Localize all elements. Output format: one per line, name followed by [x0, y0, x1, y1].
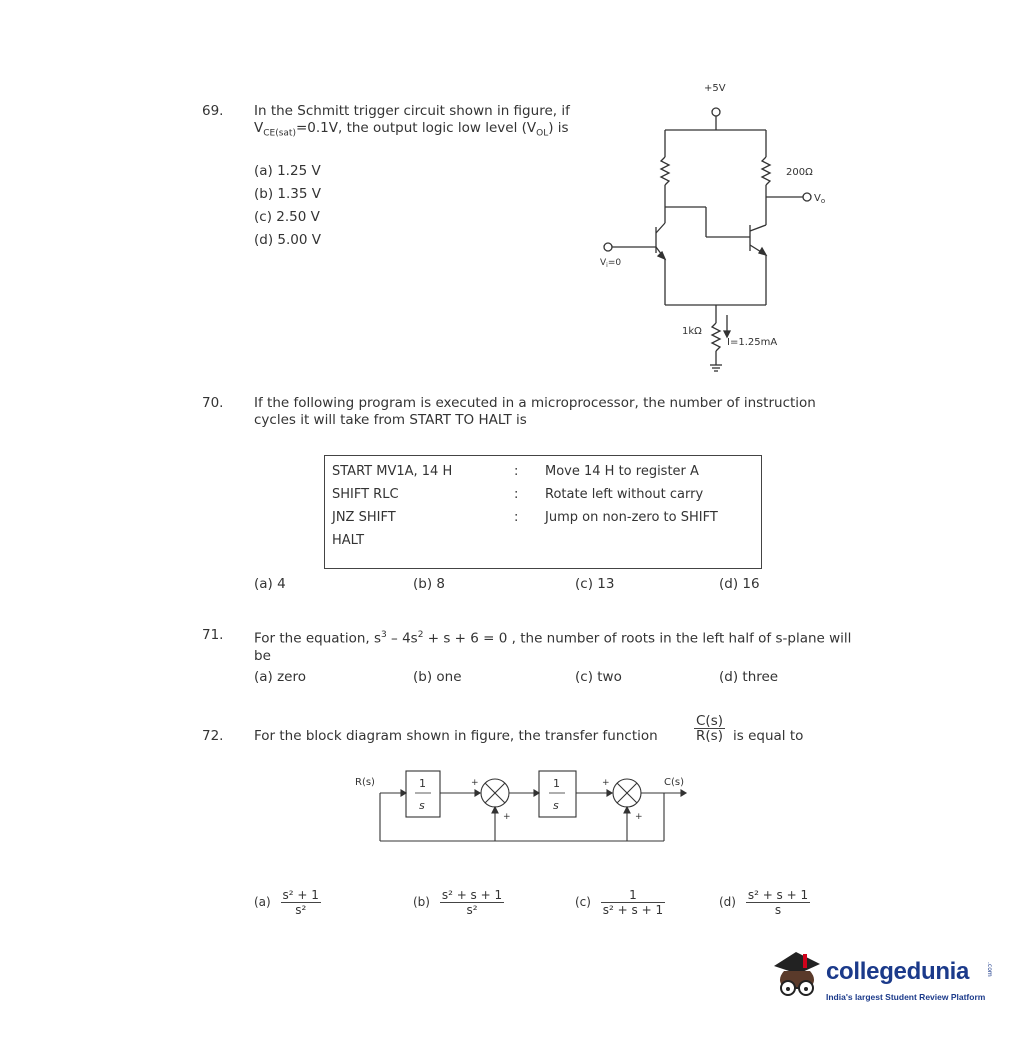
question-text: If the following program is executed in a microprocessor, the number of instruction cycles it will take from START TO HALT is: [254, 395, 816, 428]
collector-resistor-label: 200Ω: [786, 167, 813, 178]
option-b: (b) 1.35 V: [254, 186, 321, 202]
question-number: 69.: [202, 103, 224, 119]
option-d: (d) $\frac{\text{s² + s + 1}}{s}$: [719, 888, 809, 917]
option-c: (c) two: [575, 669, 622, 685]
student-mascot-icon: [766, 944, 826, 1008]
supply-label: +5V: [704, 83, 726, 94]
current-label: I=1.25mA: [727, 337, 778, 348]
program-separator: :: [514, 510, 519, 525]
option-d: (d) 5.00 V: [254, 232, 321, 248]
summer-2-plus-bottom: +: [635, 812, 643, 822]
emitter-resistor-label: 1kΩ: [682, 326, 702, 337]
option-c: (c) 2.50 V: [254, 209, 320, 225]
question-number: 72.: [202, 728, 224, 744]
block-2-denominator: s: [553, 799, 559, 812]
output-label: $V_o$: [814, 193, 826, 205]
logo-tagline: India's largest Student Review Platform: [826, 992, 986, 1002]
question-number: 71.: [202, 627, 224, 643]
option-d: (d) 16: [719, 576, 760, 592]
question-number: 70.: [202, 395, 224, 411]
logo-wordmark: collegedunia: [826, 958, 970, 985]
summer-2-plus-top: +: [602, 778, 610, 788]
question-text: In the Schmitt trigger circuit shown in figure, if $V_{CE(sat)}=0.1V$, the output logic low level $(V_{OL})$ is: [254, 103, 570, 139]
option-b: (b) one: [413, 669, 462, 685]
question-text: For the equation, $s^3 - 4s^2 + s + 6 = 0$ , the number of roots in the left half of s-plane will be: [254, 630, 852, 664]
program-comment: Move 14 H to register A: [545, 464, 699, 479]
program-instruction: START MV1A, 14 H: [332, 464, 453, 479]
block-2-numerator: 1: [553, 777, 560, 790]
option-a: (a) zero: [254, 669, 307, 685]
block-1-numerator: 1: [419, 777, 426, 790]
output-label: C(s): [664, 777, 684, 788]
program-instruction: JNZ SHIFT: [332, 510, 396, 525]
program-separator: :: [514, 487, 519, 502]
transfer-function-fraction: $\frac{C(s)}{R(s)}$: [696, 713, 723, 744]
program-separator: :: [514, 464, 519, 479]
program-instruction: HALT: [332, 533, 365, 548]
option-c: (c) $\frac{1}{\text{s² + s + 1}}$: [575, 888, 664, 917]
question-text-end: is equal to: [733, 728, 804, 744]
collegedunia-logo: [766, 944, 1006, 1014]
option-b: (b) 8: [413, 576, 445, 592]
program-instruction: SHIFT RLC: [332, 487, 399, 502]
option-b: (b) $\frac{\text{s² + s + 1}}{\text{s²}}$: [413, 888, 503, 917]
option-d: (d) three: [719, 669, 779, 685]
summer-1-plus-bottom: +: [503, 812, 511, 822]
question-text: For the block diagram shown in figure, the transfer function: [254, 728, 658, 744]
schmitt-trigger-circuit: [590, 75, 850, 385]
option-a: (a) $\frac{\text{s² + 1}}{\text{s²}}$: [254, 888, 319, 917]
option-a: (a) 1.25 V: [254, 163, 321, 179]
block-diagram: [350, 765, 700, 850]
input-label: R(s): [355, 777, 375, 788]
option-c: (c) 13: [575, 576, 615, 592]
program-listing: [324, 455, 762, 569]
block-1-denominator: s: [419, 799, 425, 812]
summer-1-plus-top: +: [471, 778, 479, 788]
logo-suffix: .com: [986, 962, 993, 977]
option-a: (a) 4: [254, 576, 286, 592]
program-comment: Jump on non-zero to SHIFT: [545, 510, 718, 525]
program-comment: Rotate left without carry: [545, 487, 704, 502]
input-label: $V_i=0$: [600, 258, 622, 269]
